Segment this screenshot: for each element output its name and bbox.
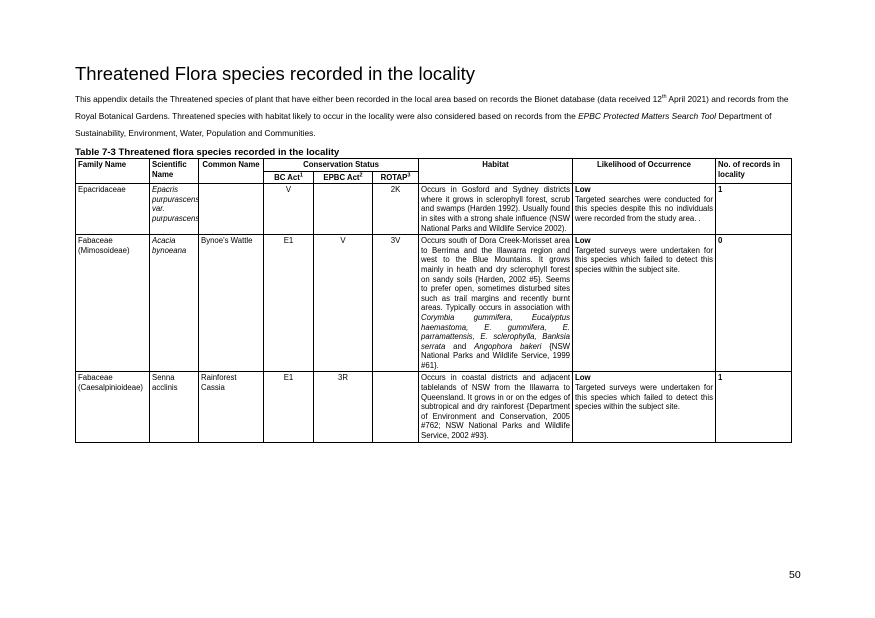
epbc-cell: 3R (314, 372, 373, 442)
family-cell: Fabaceae (Caesalpinioideae) (76, 372, 150, 442)
header-bc-act: BC Act$^1$ (264, 171, 314, 184)
epbc-cell: V (314, 235, 373, 372)
likelihood-cell: Low Targeted searches were conducted for this species despite this no individuals were recorded from the study area. . (573, 184, 716, 235)
bc-cell: V (264, 184, 314, 235)
header-conservation: Conservation Status (264, 159, 419, 172)
records-cell: 0 (716, 235, 792, 372)
table-row (76, 235, 792, 372)
bc-cell: E1 (264, 372, 314, 442)
header-habitat: Habitat (419, 159, 573, 184)
header-family: Family Name (76, 159, 150, 184)
epbc-tool-name: EPBC Protected Matters Search Tool (578, 111, 717, 121)
family-cell: Fabaceae (Mimosoideae) (76, 235, 150, 372)
habitat-cell: Occurs in coastal districts and adjacent tablelands of NSW from the Illawarra to Queensland. It grows in or on the edges of subtropical and dry rainforest {Department of Environment and Conservation, 2005 #762; NSW National Parks and Wildlife Service, 2002 #93}. (419, 372, 573, 442)
header-records: No. of records in locality (716, 159, 792, 184)
header-epbc-act: EPBC Act$^2$ (314, 171, 373, 184)
page-title: Threatened Flora species recorded in the locality (75, 63, 476, 84)
table-row (76, 372, 792, 442)
rotap-cell: 3V (373, 235, 419, 372)
header-scientific: Scientific Name (150, 159, 199, 184)
records-cell: 1 (716, 372, 792, 442)
records-cell: 1 (716, 184, 792, 235)
header-common: Common Name (199, 159, 264, 184)
table-row (76, 184, 792, 235)
rotap-cell: 2K (373, 184, 419, 235)
scientific-cell: Epacris purpurascens var. purpurascens (150, 184, 199, 235)
scientific-cell: Senna acclinis (150, 372, 199, 442)
habitat-cell: Occurs south of Dora Creek-Morisset area to Berrima and the Illawarra region and west to the Blue Mountains. It grows mainly in heath and dry sclerophyll forest on sandy soils {Harden, 2002 #5}. Seems to prefer open, sometimes disturbed sites such as trail margins and recently burnt areas. Typically occurs in association with Corymbia gummifera, Eucalyptus haemastoma, E. gummifera, E. parramattensis, E. sclerophylla, Banksia serrata and Angophora bakeri {NSW National Parks and Wildlife Service, 1999 #61}. (419, 235, 573, 372)
threatened-flora-table (75, 158, 792, 443)
table-caption: Table 7-3 Threatened flora species recorded in the locality (75, 147, 340, 158)
likelihood-cell: Low Targeted surveys were undertaken for this species which failed to detect this species within the subject site. (573, 235, 716, 372)
rotap-cell (373, 372, 419, 442)
common-cell (199, 184, 264, 235)
header-likelihood: Likelihood of Occurrence (573, 159, 716, 184)
bc-cell: E1 (264, 235, 314, 372)
habitat-cell: Occurs in Gosford and Sydney districts where it grows in sclerophyll forest, scrub and swamps (Harden 1992). Usually found in sites with a strong shale influence (NSW National Parks and Wildlife Service 2002). (419, 184, 573, 235)
intro-paragraph: This appendix details the Threatened species of plant that have either been recorded in the local area based on records the Bionet database (data received 12th April 2021) and records from the Royal Botanical Gardens. Threatened species with habitat likely to occur in the locality were also considered based on records from the EPBC Protected Matters Search Tool Department of Sustainability, Environment, Water, Population and Communities. (75, 94, 789, 138)
likelihood-cell: Low Targeted surveys were undertaken for this species which failed to detect this species within the subject site. (573, 372, 716, 442)
page-number: 50 (789, 569, 801, 581)
epbc-cell (314, 184, 373, 235)
family-cell: Epacridaceae (76, 184, 150, 235)
common-cell: Bynoe's Wattle (199, 235, 264, 372)
common-cell: Rainforest Cassia (199, 372, 264, 442)
scientific-cell: Acacia bynoeana (150, 235, 199, 372)
header-rotap: ROTAP$^3$ (373, 171, 419, 184)
